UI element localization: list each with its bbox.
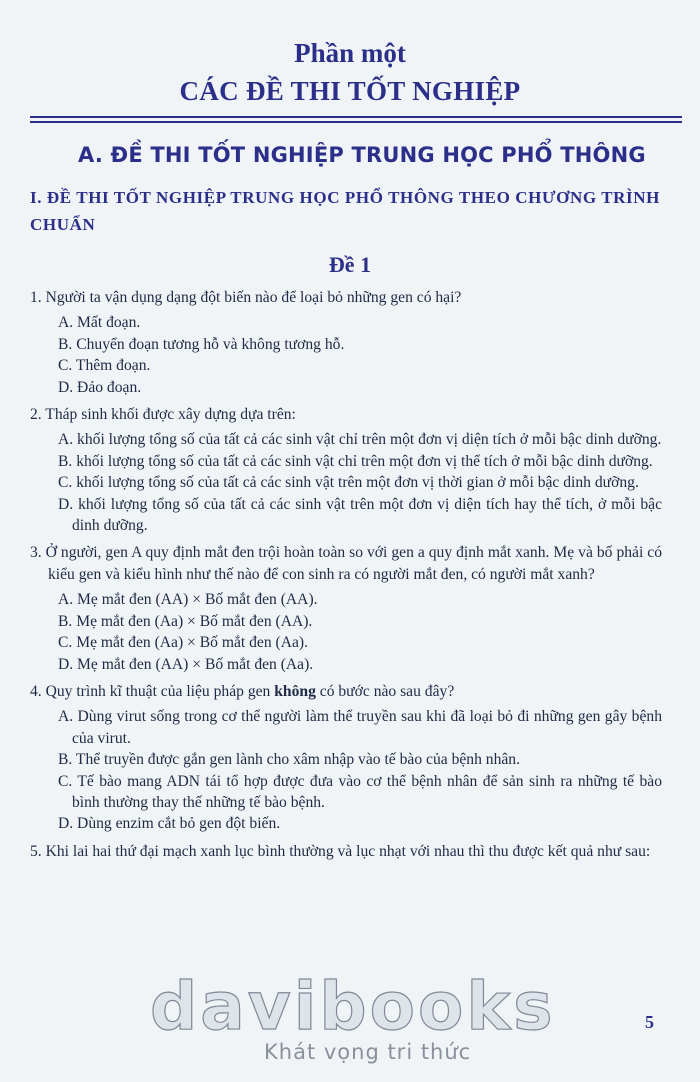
question-2 [30, 404, 662, 536]
exam-title: Đề 1 [328, 252, 372, 277]
option-d: D. Dùng enzim cắt bỏ gen đột biến. [58, 815, 281, 833]
question-text-emphasis: không [274, 682, 316, 700]
question-1 [30, 287, 662, 398]
page-number: 5 [645, 1012, 654, 1032]
question-text: 5. Khi lai hai thứ đại mạch xanh lục bình thường và lục nhạt với nhau thì thu được kết quả như sau: [30, 842, 651, 860]
title-rule-top [30, 116, 682, 118]
option-c: C. khối lượng tổng số của tất cả các sinh vật trên một đơn vị thời gian ở mỗi bậc dinh dưỡng. [58, 474, 639, 492]
question-5 [30, 841, 662, 862]
watermark-brand: davibooks [150, 968, 556, 1045]
option-a: A. Dùng virut sống trong cơ thể người làm thể truyền sau khi đã loại bỏ đi những gen gây bệnh của virut. [58, 708, 662, 747]
option-b: B. Thể truyền được gắn gen lành cho xâm nhập vào tế bào của bệnh nhân. [58, 751, 520, 769]
question-text: 3. Ở người, gen A quy định mắt đen trội hoàn toàn so với gen a quy định mắt xanh. Mẹ và bố phải có kiểu gen và kiểu hình như thế nào để con sinh ra có người mắt đen, có người mắt xanh? [30, 544, 662, 583]
option-c: C. Mẹ mắt đen (Aa) × Bố mắt đen (Aa). [58, 634, 308, 652]
question-4 [30, 681, 662, 835]
section-i-heading: I. ĐỀ THI TỐT NGHIỆP TRUNG HỌC PHỔ THÔNG THEO CHƯƠNG TRÌNH CHUẨN [30, 188, 660, 234]
option-d: D. Mẹ mắt đen (AA) × Bố mắt đen (Aa). [58, 655, 314, 673]
option-b: B. Mẹ mắt đen (Aa) × Bố mắt đen (AA). [58, 612, 313, 630]
option-d: D. Đảo đoạn. [58, 378, 142, 396]
option-a: A. khối lượng tổng số của tất cả các sinh vật chỉ trên một đơn vị diện tích ở mỗi bậc dinh dưỡng. [58, 431, 662, 449]
question-text-end: có bước nào sau đây? [315, 682, 455, 700]
option-c: C. Tế bào mang ADN tái tổ hợp được đưa vào cơ thể bệnh nhân để sản sinh ra những tế bào bình thường thay thế những tế bào bệnh. [58, 772, 662, 811]
section-a-heading: A. ĐỀ THI TỐT NGHIỆP TRUNG HỌC PHỔ THÔNG [78, 143, 646, 167]
question-text: 2. Tháp sinh khối được xây dựng dựa trên: [30, 406, 296, 424]
option-b: B. khối lượng tổng số của tất cả các sinh vật chỉ trên một đơn vị thể tích ở mỗi bậc dinh dưỡng. [58, 452, 653, 470]
question-text [30, 681, 662, 702]
question-text: 1. Người ta vận dụng dạng đột biến nào để loại bỏ những gen có hại? [30, 289, 462, 306]
title-rule-bottom [30, 121, 682, 123]
part-title: Phần một [294, 38, 406, 68]
watermark-slogan: Khát vọng tri thức [264, 1040, 472, 1064]
option-d: D. khối lượng tổng số của tất cả các sinh vật trên một đơn vị diện tích hay thể tích, ở mỗi bậc dinh dưỡng. [58, 495, 662, 535]
question-3 [30, 542, 662, 674]
option-c: C. Thêm đoạn. [58, 357, 151, 375]
option-a: A. Mẹ mắt đen (AA) × Bố mắt đen (AA). [58, 591, 318, 609]
question-list [30, 287, 662, 866]
option-a: A. Mất đoạn. [58, 314, 141, 332]
question-text-start: 4. Quy trình kĩ thuật của liệu pháp gen [30, 682, 275, 700]
option-b: B. Chuyển đoạn tương hỗ và không tương hỗ. [58, 335, 345, 353]
part-subtitle: CÁC ĐỀ THI TỐT NGHIỆP [179, 76, 521, 106]
